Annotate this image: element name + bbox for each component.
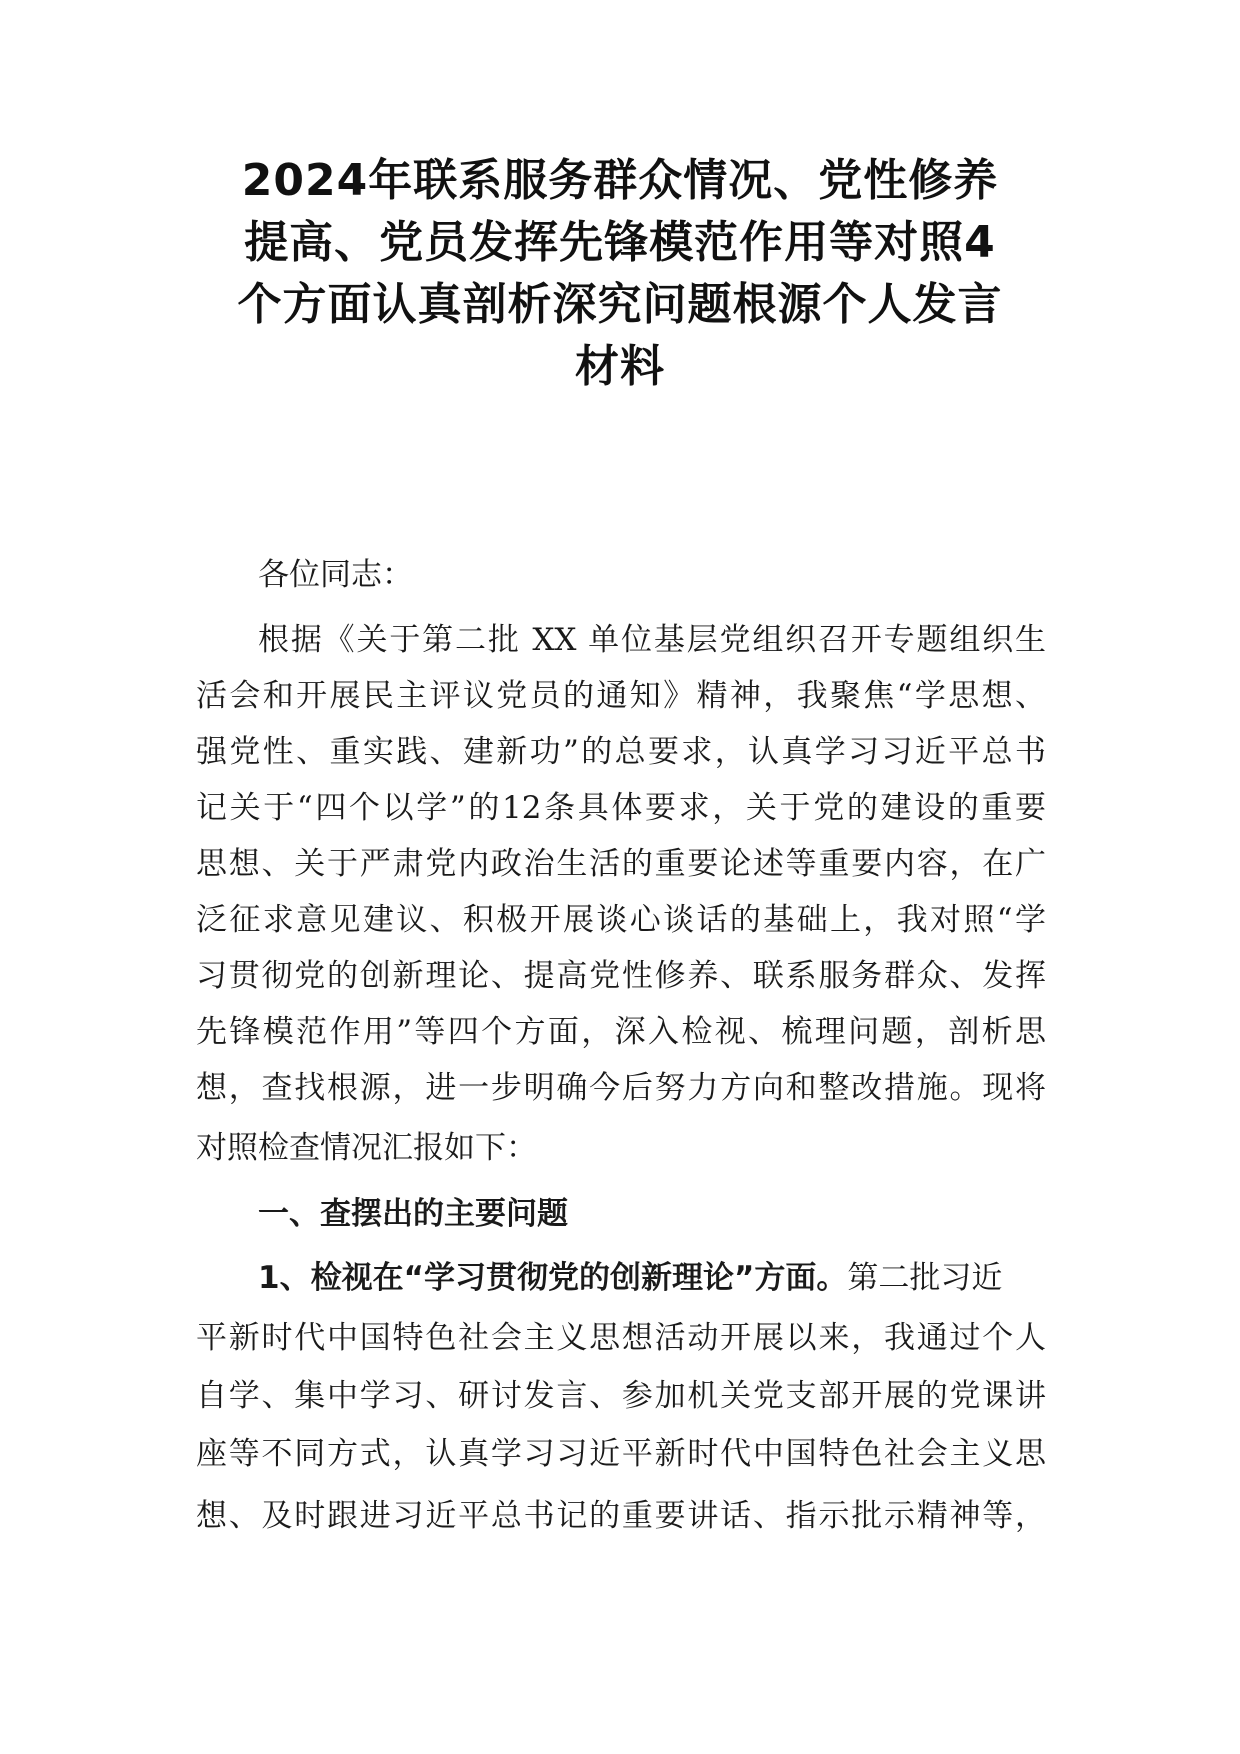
intro-line-7: 习贯彻党的创新理论、提高党性修养、联系服务群众、发挥	[196, 958, 1046, 994]
subsection-line-4: 想、及时跟进习近平总书记的重要讲话、指示批示精神等，	[196, 1498, 1046, 1534]
intro-line-3: 强党性、重实践、建新功”的总要求，认真学习习近平总书	[196, 734, 1046, 770]
intro-line-2: 活会和开展民主评议党员的通知》精神，我聚焦“学思想、	[196, 678, 1046, 714]
title-line-3: 个方面认真剖析深究问题根源个人发言	[237, 279, 1003, 330]
title-line-1: 2024年联系服务群众情况、党性修养	[241, 155, 999, 206]
subsection-heading: 1、检视在“学习贯彻党的创新理论”方面。	[258, 1260, 848, 1296]
intro-line-5: 思想、关于严肃党内政治生活的重要论述等重要内容，在广	[196, 846, 1046, 882]
intro-line-10: 对照检查情况汇报如下：	[196, 1130, 537, 1166]
subsection-line-2: 自学、集中学习、研讨发言、参加机关党支部开展的党课讲	[196, 1378, 1046, 1414]
intro-line-1: 根据《关于第二批 XX 单位基层党组织召开专题组织生	[258, 622, 1046, 658]
subsection-line-3: 座等不同方式，认真学习习近平新时代中国特色社会主义思	[196, 1436, 1046, 1472]
subsection-line-1: 平新时代中国特色社会主义思想活动开展以来，我通过个人	[196, 1320, 1046, 1356]
intro-line-8: 先锋模范作用”等四个方面，深入检视、梳理问题，剖析思	[196, 1014, 1046, 1050]
salutation: 各位同志：	[258, 557, 413, 593]
intro-line-4: 记关于“四个以学”的12条具体要求，关于党的建设的重要	[196, 790, 1046, 826]
intro-line-9: 想，查找根源，进一步明确今后努力方向和整改措施。现将	[196, 1070, 1046, 1106]
subsection-first-line	[258, 1258, 1002, 1298]
section-heading: 一、查摆出的主要问题	[258, 1196, 568, 1232]
subsection-lead-text: 第二批习近	[847, 1260, 1003, 1296]
title-line-2: 提高、党员发挥先锋模范作用等对照4	[244, 217, 996, 268]
intro-line-6: 泛征求意见建议、积极开展谈心谈话的基础上，我对照“学	[196, 902, 1046, 938]
title-line-4: 材料	[575, 341, 665, 392]
document-title	[150, 150, 1090, 398]
